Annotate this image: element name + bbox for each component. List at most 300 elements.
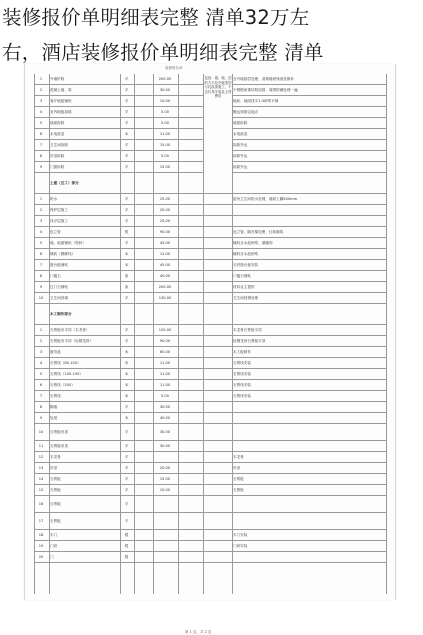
item-description: 搬运到指定地点 xyxy=(233,110,259,114)
grid-line xyxy=(178,74,179,594)
row-number: 8 xyxy=(39,154,43,158)
quote-sheet-image xyxy=(24,64,396,634)
table-row xyxy=(34,216,386,227)
item-price: 11.00 xyxy=(159,361,171,365)
item-unit: 米 xyxy=(124,132,129,136)
item-price: 5.00 xyxy=(160,110,169,114)
item-name: 木龙骨 xyxy=(50,455,61,459)
item-amount xyxy=(178,107,202,117)
row-number: 3 xyxy=(39,99,43,103)
item-subtotal xyxy=(203,347,231,357)
item-qty xyxy=(134,227,152,237)
item-unit: 平 xyxy=(124,88,129,92)
item-description xyxy=(232,424,387,440)
item-description xyxy=(232,441,387,451)
item-amount xyxy=(178,336,202,346)
grid-line xyxy=(203,74,204,594)
item-unit: 平 xyxy=(124,502,129,506)
item-qty xyxy=(134,452,152,462)
row-number: 3 xyxy=(39,219,43,223)
item-qty xyxy=(134,238,152,248)
item-description: 墙面拆除 xyxy=(233,121,248,125)
row-number: 10 xyxy=(38,296,44,300)
item-price: 10.00 xyxy=(159,99,171,103)
item-name: 石膏线（200） xyxy=(50,383,75,387)
item-name: 石膏板吊平顶（轻钢龙骨） xyxy=(50,339,94,343)
item-subtotal xyxy=(203,424,231,440)
item-qty xyxy=(134,391,152,401)
item-subtotal xyxy=(203,369,231,379)
item-amount xyxy=(178,441,202,451)
row-number: 2 xyxy=(39,339,43,343)
item-unit: 平 xyxy=(124,519,129,523)
item-qty xyxy=(134,194,152,204)
row-number: 7 xyxy=(39,394,43,398)
item-description: 木龙骨 xyxy=(233,455,244,459)
item-name: 石膏板 xyxy=(50,519,61,523)
item-name: 石膏板吊平顶（木龙骨） xyxy=(50,328,90,332)
heading-line-1: 装修报价单明细表完整 清单32万左 xyxy=(2,6,310,29)
item-subtotal xyxy=(203,282,231,292)
grid-line xyxy=(386,74,387,594)
item-price xyxy=(153,530,177,540)
item-unit: 樘 xyxy=(124,555,129,559)
item-name: 墙面拆除 xyxy=(50,121,65,125)
item-description: 石膏板 xyxy=(233,488,244,492)
section-header-row xyxy=(34,304,386,325)
item-amount xyxy=(178,227,202,237)
item-qty xyxy=(134,85,152,95)
item-qty xyxy=(134,496,152,512)
item-name: 木门 xyxy=(50,533,58,537)
item-description: 拆除外运 xyxy=(233,154,248,158)
item-unit: 米 xyxy=(124,350,129,354)
item-subtotal xyxy=(203,304,231,324)
item-price: 11.00 xyxy=(159,372,171,376)
row-number: 16 xyxy=(38,502,44,506)
item-subtotal xyxy=(203,260,231,270)
item-subtotal xyxy=(203,496,231,512)
item-name: 石膏线（100-150） xyxy=(50,372,83,376)
item-qty xyxy=(134,151,152,161)
item-unit: 平 xyxy=(124,466,129,470)
item-unit: 平 xyxy=(124,154,129,158)
item-name: 过门石铺贴 xyxy=(50,285,68,289)
table-row xyxy=(34,369,386,380)
item-name: 卫生间拆除 xyxy=(50,143,68,147)
item-qty xyxy=(134,530,152,540)
item-name: 石膏线（80-100） xyxy=(50,361,81,365)
item-name: 混凝土墙、梁 xyxy=(50,88,72,92)
item-name: 石膏板吊顶 xyxy=(50,430,68,434)
item-name: 防水 xyxy=(50,197,58,201)
table-row xyxy=(34,391,386,402)
item-unit xyxy=(120,304,133,324)
item-subtotal xyxy=(203,216,231,226)
item-name: 外墙铲除 xyxy=(50,77,65,81)
item-price: 60.00 xyxy=(159,350,171,354)
item-name: 墙、地面铺贴（瓷砖） xyxy=(50,241,86,245)
item-subtotal xyxy=(203,194,231,204)
item-unit: 平 xyxy=(124,455,129,459)
item-subtotal xyxy=(203,530,231,540)
table-row xyxy=(34,194,386,205)
row-number: 2 xyxy=(39,88,43,92)
item-price: 25.00 xyxy=(159,197,171,201)
item-unit xyxy=(120,173,133,193)
item-amount xyxy=(178,216,202,226)
row-number: 6 xyxy=(39,383,43,387)
row-number: 5 xyxy=(39,121,43,125)
grid-line xyxy=(232,74,233,594)
item-price: 20.00 xyxy=(159,208,171,212)
item-subtotal xyxy=(203,463,231,473)
item-price: 5.00 xyxy=(160,394,169,398)
item-description xyxy=(232,496,387,512)
item-description xyxy=(232,402,387,412)
item-unit: 米 xyxy=(124,361,129,365)
row-number: 6 xyxy=(39,132,43,136)
item-price: 5.00 xyxy=(160,121,169,125)
item-subtotal xyxy=(203,325,231,335)
item-description: 含外墙基层处理，清理墙面残渣及修补 xyxy=(233,77,295,81)
table-row xyxy=(34,293,386,304)
item-qty xyxy=(134,96,152,106)
item-subtotal xyxy=(203,293,231,303)
item-name: 吊顶拆除 xyxy=(50,154,65,158)
article-heading xyxy=(2,0,423,70)
item-price: 11.00 xyxy=(159,132,171,136)
item-price: 15.00 xyxy=(159,143,171,147)
item-amount xyxy=(178,424,202,440)
item-unit: 平 xyxy=(124,430,129,434)
item-name: 包梁 xyxy=(50,416,58,420)
item-qty xyxy=(134,74,152,84)
item-qty xyxy=(134,107,152,117)
item-price: 12.00 xyxy=(159,252,171,256)
table-row xyxy=(34,496,386,513)
item-description: 拆除外运 xyxy=(233,143,248,147)
item-amount xyxy=(178,129,202,139)
table-row xyxy=(34,402,386,413)
item-description: 水电改造 xyxy=(233,132,248,136)
item-description: 门槛石铺贴 xyxy=(233,274,251,278)
row-number: 9 xyxy=(39,285,43,289)
item-price: 30.00 xyxy=(159,444,171,448)
item-unit: 平 xyxy=(124,165,129,169)
item-description xyxy=(232,413,387,423)
item-name: 铺砖（踢脚线） xyxy=(50,252,76,256)
section-header-row xyxy=(34,173,386,194)
item-unit: 平 xyxy=(124,197,129,201)
item-description: 石膏线安装 xyxy=(233,394,251,398)
item-qty xyxy=(134,282,152,292)
item-description: 不锈钢承重结构加固，周围防潮处理一遍 xyxy=(233,88,298,92)
item-price: 30.00 xyxy=(159,405,171,409)
item-price: 45.00 xyxy=(159,241,171,245)
row-number: 7 xyxy=(39,143,43,147)
item-qty xyxy=(134,513,152,529)
item-qty xyxy=(134,441,152,451)
item-qty xyxy=(134,380,152,390)
row-number: 13 xyxy=(38,466,44,470)
item-name: 窗台板铺贴 xyxy=(50,263,68,267)
row-number: 12 xyxy=(38,455,44,459)
item-qty xyxy=(134,413,152,423)
item-description: 石材窗台板安装 xyxy=(233,263,259,267)
item-name: 石膏板 xyxy=(50,477,61,481)
row-number: 8 xyxy=(39,405,43,409)
item-price: 30.00 xyxy=(159,430,171,434)
row-number xyxy=(34,304,48,324)
item-name: 隔墙 xyxy=(50,405,58,409)
item-amount xyxy=(178,463,202,473)
item-subtotal xyxy=(203,336,231,346)
item-subtotal xyxy=(203,513,231,529)
item-name: 窗帘盒 xyxy=(50,350,61,354)
item-description: 石膏线安装 xyxy=(233,372,251,376)
item-unit: 平 xyxy=(124,241,129,245)
item-amount xyxy=(178,162,202,172)
row-number: 1 xyxy=(39,328,43,332)
item-qty xyxy=(134,336,152,346)
item-subtotal xyxy=(203,271,231,281)
item-subtotal xyxy=(203,552,231,562)
item-amount xyxy=(178,173,202,193)
item-unit: 平 xyxy=(124,99,129,103)
table-row xyxy=(34,452,386,463)
item-qty xyxy=(134,325,152,335)
item-price: 45.00 xyxy=(159,263,171,267)
item-qty xyxy=(134,485,152,495)
row-number: 4 xyxy=(39,361,43,365)
row-number: 4 xyxy=(39,230,43,234)
item-description: 地砖、地面找平1:3砂浆平铺 xyxy=(233,99,279,103)
item-price: 90.00 xyxy=(159,339,171,343)
item-price: 200.00 xyxy=(158,77,172,81)
item-subtotal xyxy=(203,173,231,193)
item-description: 石膏板 xyxy=(233,477,244,481)
item-qty xyxy=(134,260,152,270)
item-name: 客厅地板铺贴 xyxy=(50,99,72,103)
item-price: 11.00 xyxy=(159,383,171,387)
item-qty xyxy=(134,402,152,412)
item-unit: 根 xyxy=(124,230,129,234)
item-amount xyxy=(178,413,202,423)
table-row xyxy=(34,249,386,260)
item-price: 15.00 xyxy=(159,477,171,481)
item-amount xyxy=(178,325,202,335)
table-row xyxy=(34,271,386,282)
item-subtotal xyxy=(203,227,231,237)
item-amount xyxy=(178,194,202,204)
page-footer: 第 1 页，共 2 页 xyxy=(185,630,212,634)
item-unit: 平 xyxy=(124,110,129,114)
item-subtotal xyxy=(203,249,231,259)
item-name: 门槛石 xyxy=(50,274,61,278)
item-price xyxy=(153,452,177,462)
item-name: 石膏板 xyxy=(50,502,61,506)
item-unit: 米 xyxy=(124,372,129,376)
table-row xyxy=(34,485,386,496)
item-description: 辅料含水泥砂浆、填缝剂 xyxy=(233,241,273,245)
item-amount xyxy=(178,118,202,128)
item-qty xyxy=(134,118,152,128)
row-number: 4 xyxy=(39,110,43,114)
item-name: 卫生间回填 xyxy=(50,296,68,300)
item-qty xyxy=(134,541,152,551)
item-amount xyxy=(178,238,202,248)
item-subtotal xyxy=(203,238,231,248)
item-description: 辅料含水泥砂浆 xyxy=(233,252,259,256)
row-number: 15 xyxy=(38,488,44,492)
item-qty xyxy=(134,552,152,562)
table-row xyxy=(34,347,386,358)
item-qty xyxy=(134,140,152,150)
item-description: 轻钢龙骨石膏板平顶 xyxy=(233,339,266,343)
item-name: 包立管 xyxy=(50,230,61,234)
item-amount xyxy=(178,85,202,95)
item-amount xyxy=(178,358,202,368)
grid-line xyxy=(120,74,121,594)
table-row xyxy=(34,336,386,347)
item-price: 130.00 xyxy=(158,296,172,300)
item-unit: 条 xyxy=(124,285,129,289)
item-name: 门 xyxy=(50,555,54,559)
item-description: 厨房卫生间防水处理、墙面上翻300mm xyxy=(233,197,298,201)
table-row xyxy=(34,424,386,441)
item-qty xyxy=(134,474,152,484)
item-price xyxy=(153,173,177,193)
item-description xyxy=(232,173,387,193)
row-number: 5 xyxy=(39,372,43,376)
row-number: 5 xyxy=(39,241,43,245)
item-amount xyxy=(178,271,202,281)
item-unit: 米 xyxy=(124,263,129,267)
item-price xyxy=(153,496,177,512)
item-qty xyxy=(134,162,152,172)
item-name: 门套 xyxy=(50,544,58,548)
item-qty xyxy=(134,347,152,357)
table-row xyxy=(34,441,386,452)
item-subtotal xyxy=(203,441,231,451)
item-price xyxy=(153,513,177,529)
item-name: 石膏线 xyxy=(50,394,61,398)
row-number: 7 xyxy=(39,263,43,267)
item-unit: 平 xyxy=(124,121,129,125)
item-unit: 平 xyxy=(124,143,129,147)
item-unit: 樘 xyxy=(124,533,129,537)
item-name: 找平层施工 xyxy=(50,219,68,223)
item-description xyxy=(232,552,387,562)
item-qty xyxy=(134,216,152,226)
item-price: 25.00 xyxy=(159,219,171,223)
item-qty xyxy=(134,369,152,379)
item-unit: 米 xyxy=(124,252,129,256)
item-qty xyxy=(134,358,152,368)
row-number: 18 xyxy=(38,533,44,537)
item-price: 40.00 xyxy=(159,416,171,420)
item-name: 水电改造 xyxy=(50,132,65,136)
row-number: 9 xyxy=(39,416,43,420)
item-amount xyxy=(178,513,202,529)
item-unit: 米 xyxy=(124,394,129,398)
item-amount xyxy=(178,402,202,412)
table-row xyxy=(34,474,386,485)
row-number: 19 xyxy=(38,544,44,548)
table-row xyxy=(34,205,386,216)
item-description xyxy=(232,216,387,226)
item-price: 200.00 xyxy=(158,285,172,289)
row-number: 2 xyxy=(39,208,43,212)
table-row xyxy=(34,463,386,474)
item-unit: 平 xyxy=(124,444,129,448)
item-description: 吊顶 xyxy=(233,466,241,470)
item-unit: 平 xyxy=(124,405,129,409)
item-qty xyxy=(134,463,152,473)
item-price: 30.00 xyxy=(159,88,171,92)
row-number: 8 xyxy=(39,274,43,278)
item-unit: 米 xyxy=(124,416,129,420)
item-subtotal xyxy=(203,452,231,462)
item-amount xyxy=(178,391,202,401)
item-subtotal xyxy=(203,380,231,390)
table-row xyxy=(34,413,386,424)
item-subtotal xyxy=(203,541,231,551)
item-qty xyxy=(134,424,152,440)
grid-line xyxy=(49,74,50,594)
item-description: 拆除外运 xyxy=(233,165,248,169)
item-amount xyxy=(178,151,202,161)
sheet-header: 装修报价单 xyxy=(165,66,183,70)
item-amount xyxy=(178,552,202,562)
item-unit: 平 xyxy=(124,339,129,343)
row-number: 20 xyxy=(38,555,44,559)
row-number: 3 xyxy=(39,350,43,354)
table-row xyxy=(34,325,386,336)
merged-note-cell: 包括：墙、地、顶的方木及夹板造型与乳胶漆施工，不含灯具安装及主材费用 xyxy=(204,74,232,176)
row-number: 10 xyxy=(38,430,44,434)
item-description: 石膏线安装 xyxy=(233,361,251,365)
row-number xyxy=(34,173,48,193)
table-row xyxy=(34,530,386,541)
item-description: 材料业主提供 xyxy=(233,285,255,289)
item-amount xyxy=(178,304,202,324)
item-subtotal xyxy=(203,474,231,484)
item-amount xyxy=(178,474,202,484)
item-unit: 平 xyxy=(124,296,129,300)
item-unit: 平 xyxy=(124,477,129,481)
table-row xyxy=(34,380,386,391)
item-qty xyxy=(134,173,152,193)
item-amount xyxy=(178,485,202,495)
item-description: 木工板制作 xyxy=(233,350,251,354)
item-name: 石膏板 xyxy=(50,488,61,492)
heading-line-2: 右，酒店装修报价单明细表完整 清单 xyxy=(2,41,324,64)
item-name: 土建（瓦工）部分 xyxy=(50,181,79,185)
item-qty xyxy=(134,293,152,303)
item-name: 室内地板拆除 xyxy=(50,110,72,114)
item-qty xyxy=(134,249,152,259)
item-amount xyxy=(178,380,202,390)
item-name: 木工制作部分 xyxy=(50,312,72,316)
item-price: 20.00 xyxy=(159,466,171,470)
item-amount xyxy=(178,541,202,551)
item-qty xyxy=(134,205,152,215)
item-amount xyxy=(178,96,202,106)
item-amount xyxy=(178,260,202,270)
item-amount xyxy=(178,293,202,303)
